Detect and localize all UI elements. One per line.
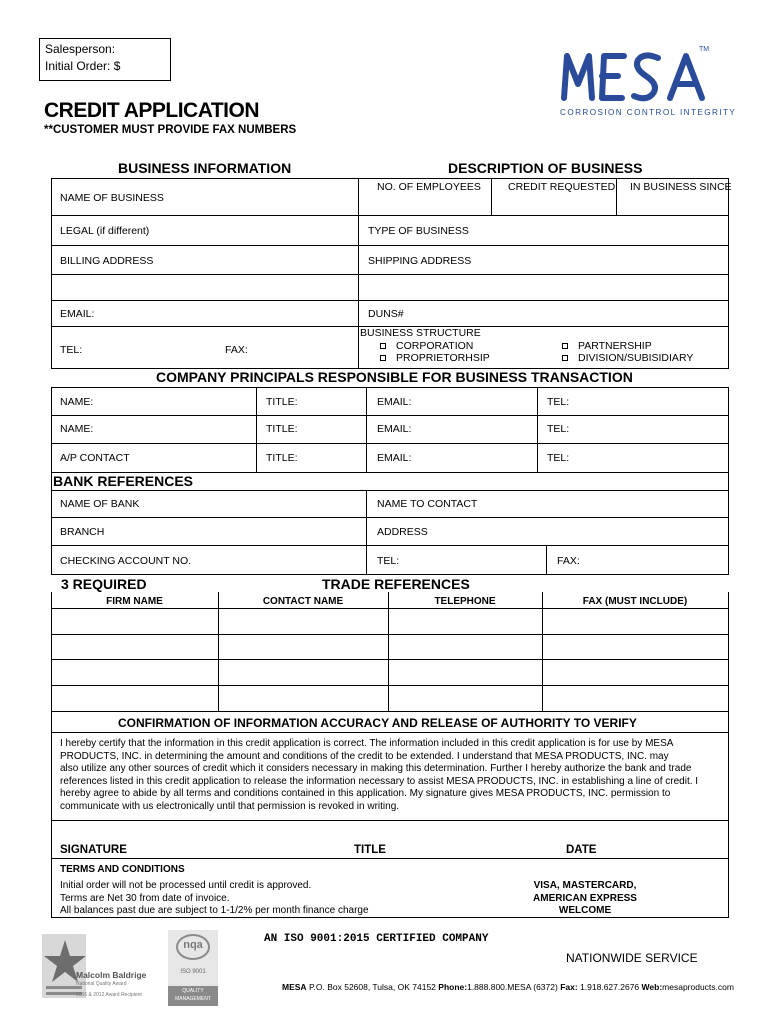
- business-structure-label: BUSINESS STRUCTURE: [360, 327, 481, 339]
- page-title: CREDIT APPLICATION: [44, 99, 259, 122]
- three-required-label: 3 REQUIRED: [61, 576, 147, 592]
- firm-name-header: FIRM NAME: [106, 596, 163, 607]
- telephone-header: TELEPHONE: [434, 596, 496, 607]
- mesa-logo: [558, 46, 718, 116]
- ap-contact-email: EMAIL:: [377, 452, 412, 464]
- in-business-since-label: IN BUSINESS SINCE: [630, 181, 732, 193]
- contact-line: [282, 982, 734, 992]
- corporation-option[interactable]: CORPORATION: [380, 340, 473, 352]
- ap-contact-title: TITLE:: [266, 452, 298, 464]
- footer-phone: 1.888.800.MESA (6372): [467, 982, 558, 992]
- branch-label: BRANCH: [60, 526, 105, 538]
- salesperson-label: Salesperson:: [45, 42, 116, 56]
- baldrige-title: Malcolm Baldrige: [76, 970, 147, 980]
- principal-1-tel: TEL:: [547, 396, 570, 408]
- email-label: EMAIL:: [60, 308, 95, 320]
- nqa-quality: QUALITY: [182, 988, 204, 994]
- employees-label: NO. OF EMPLOYEES: [377, 181, 481, 193]
- principal-1-title: TITLE:: [266, 396, 298, 408]
- bank-address-label: ADDRESS: [377, 526, 428, 538]
- logo-tagline: CORROSION CONTROL INTEGRITY: [560, 108, 737, 117]
- legal-label: LEGAL (if different): [60, 225, 150, 237]
- checking-account-label: CHECKING ACCOUNT NO.: [60, 555, 192, 567]
- terms-line-1: Initial order will not be processed until credit is approved.: [60, 880, 312, 891]
- bank-fax-label: FAX:: [557, 555, 580, 567]
- ap-contact-label: A/P CONTACT: [60, 452, 130, 464]
- footer-phone-label: Phone:: [438, 982, 468, 992]
- trade-references-title: TRADE REFERENCES: [322, 576, 470, 592]
- baldrige-subtitle: National Quality Award: [76, 981, 127, 987]
- confirmation-line-3: also utilize any other sources of credit which it considers necessary in making this determination. Further I hereby authorize the bank and trade: [60, 763, 692, 775]
- footer-web-label: Web:: [641, 982, 663, 992]
- shipping-address-label: SHIPPING ADDRESS: [368, 255, 472, 267]
- iso-certified-text: AN ISO 9001:2015 CERTIFIED COMPANY: [264, 933, 489, 945]
- name-to-contact-label: NAME TO CONTACT: [377, 498, 478, 510]
- confirmation-line-4: references listed in this credit application to release the information necessary to assist MESA PRODUCTS, INC. in establishing a line of credit. I: [60, 775, 699, 787]
- nqa-iso: ISO 9001: [180, 969, 206, 975]
- page-subtitle: **CUSTOMER MUST PROVIDE FAX NUMBERS: [44, 124, 297, 136]
- cards-line-1: VISA, MASTERCARD,: [533, 880, 637, 891]
- cards-line-2: AMERICAN EXPRESS: [533, 892, 637, 904]
- signature-label: SIGNATURE: [60, 844, 127, 856]
- footer-web-link[interactable]: mesaproducts.com: [662, 982, 734, 992]
- principal-2-tel: TEL:: [547, 423, 570, 435]
- confirmation-text: [60, 738, 725, 814]
- footer-fax: 1.918.627.2676: [580, 982, 640, 992]
- duns-label: DUNS#: [368, 308, 404, 320]
- principal-2-email: EMAIL:: [377, 423, 412, 435]
- principal-2-name: NAME:: [60, 423, 94, 435]
- contact-name-header: CONTACT NAME: [262, 596, 344, 607]
- type-of-business-label: TYPE OF BUSINESS: [368, 225, 469, 237]
- corporation-checkbox[interactable]: [380, 343, 386, 349]
- terms-title: TERMS AND CONDITIONS: [60, 864, 185, 875]
- nqa-text: nqa: [183, 939, 203, 951]
- initial-order-label: Initial Order: $: [45, 59, 121, 73]
- ap-contact-tel: TEL:: [547, 452, 570, 464]
- nqa-management: MANAGEMENT: [175, 996, 211, 1002]
- nationwide-service-text: NATIONWIDE SERVICE: [566, 951, 698, 965]
- division-option[interactable]: DIVISION/SUBISIDIARY: [562, 352, 693, 364]
- name-of-business-label: NAME OF BUSINESS: [60, 192, 164, 204]
- logo-tm: TM: [699, 46, 710, 53]
- mesa-logo-icon: [558, 46, 718, 116]
- baldrige-recipient: 2006 & 2012 Award Recipient: [76, 992, 142, 998]
- confirmation-line-5: hereby agree to abide by all terms and conditions contained in this application. My signature gives MESA PRODUCTS, INC. permission to: [60, 788, 671, 800]
- business-info-title: BUSINESS INFORMATION: [118, 160, 292, 176]
- principals-title: COMPANY PRINCIPALS RESPONSIBLE FOR BUSINESS TRANSACTION: [156, 369, 633, 385]
- division-checkbox[interactable]: [562, 355, 568, 361]
- proprietorship-option[interactable]: PROPRIETORHSIP: [380, 352, 490, 364]
- confirmation-line-6: communicate with us electronically until that permission is revoked in writing.: [60, 800, 400, 812]
- signature-title-label: TITLE: [354, 844, 386, 856]
- fax-must-include-header: FAX (MUST INCLUDE): [582, 596, 688, 607]
- partnership-checkbox[interactable]: [562, 343, 568, 349]
- confirmation-title: CONFIRMATION OF INFORMATION ACCURACY AND RELEASE OF AUTHORITY TO VERIFY: [118, 716, 637, 730]
- description-title: DESCRIPTION OF BUSINESS: [448, 160, 643, 176]
- principal-1-name: NAME:: [60, 396, 94, 408]
- cards-accepted: [500, 880, 670, 918]
- terms-line-3: All balances past due are subject to 1-1/2% per month finance charge: [60, 905, 369, 916]
- cards-line-3: WELCOME: [558, 905, 612, 916]
- tel-label: TEL:: [60, 344, 83, 356]
- baldrige-star-icon: [40, 930, 90, 1000]
- fax-label: FAX:: [225, 344, 248, 356]
- nqa-badge: [168, 930, 218, 1006]
- principal-1-email: EMAIL:: [377, 396, 412, 408]
- name-of-bank-label: NAME OF BANK: [60, 498, 140, 510]
- date-label: DATE: [566, 844, 597, 856]
- billing-address-label: BILLING ADDRESS: [60, 255, 154, 267]
- proprietorship-checkbox[interactable]: [380, 355, 386, 361]
- footer-mesa: MESA: [282, 982, 307, 992]
- bank-references-title: BANK REFERENCES: [53, 473, 194, 489]
- terms-body: [60, 880, 369, 918]
- confirmation-line-1: I hereby certify that the information in this credit application is correct. The information included in this credit application is for use by MESA: [60, 738, 674, 749]
- footer-address: P.O. Box 52608, Tulsa, OK 74152: [308, 982, 436, 992]
- partnership-option[interactable]: PARTNERSHIP: [562, 340, 652, 352]
- credit-requested-label: CREDIT REQUESTED: [508, 181, 616, 193]
- baldrige-badge: [40, 930, 155, 1002]
- principal-2-title: TITLE:: [266, 423, 298, 435]
- terms-line-2: Terms are Net 30 from date of invoice.: [60, 892, 230, 904]
- footer-fax-label: Fax:: [560, 982, 578, 992]
- bank-tel-label: TEL:: [377, 555, 400, 567]
- confirmation-line-2: PRODUCTS, INC. in determining the amount and conditions of the credit to be extended. I understand that MESA PRODUCTS, INC. may: [60, 750, 669, 762]
